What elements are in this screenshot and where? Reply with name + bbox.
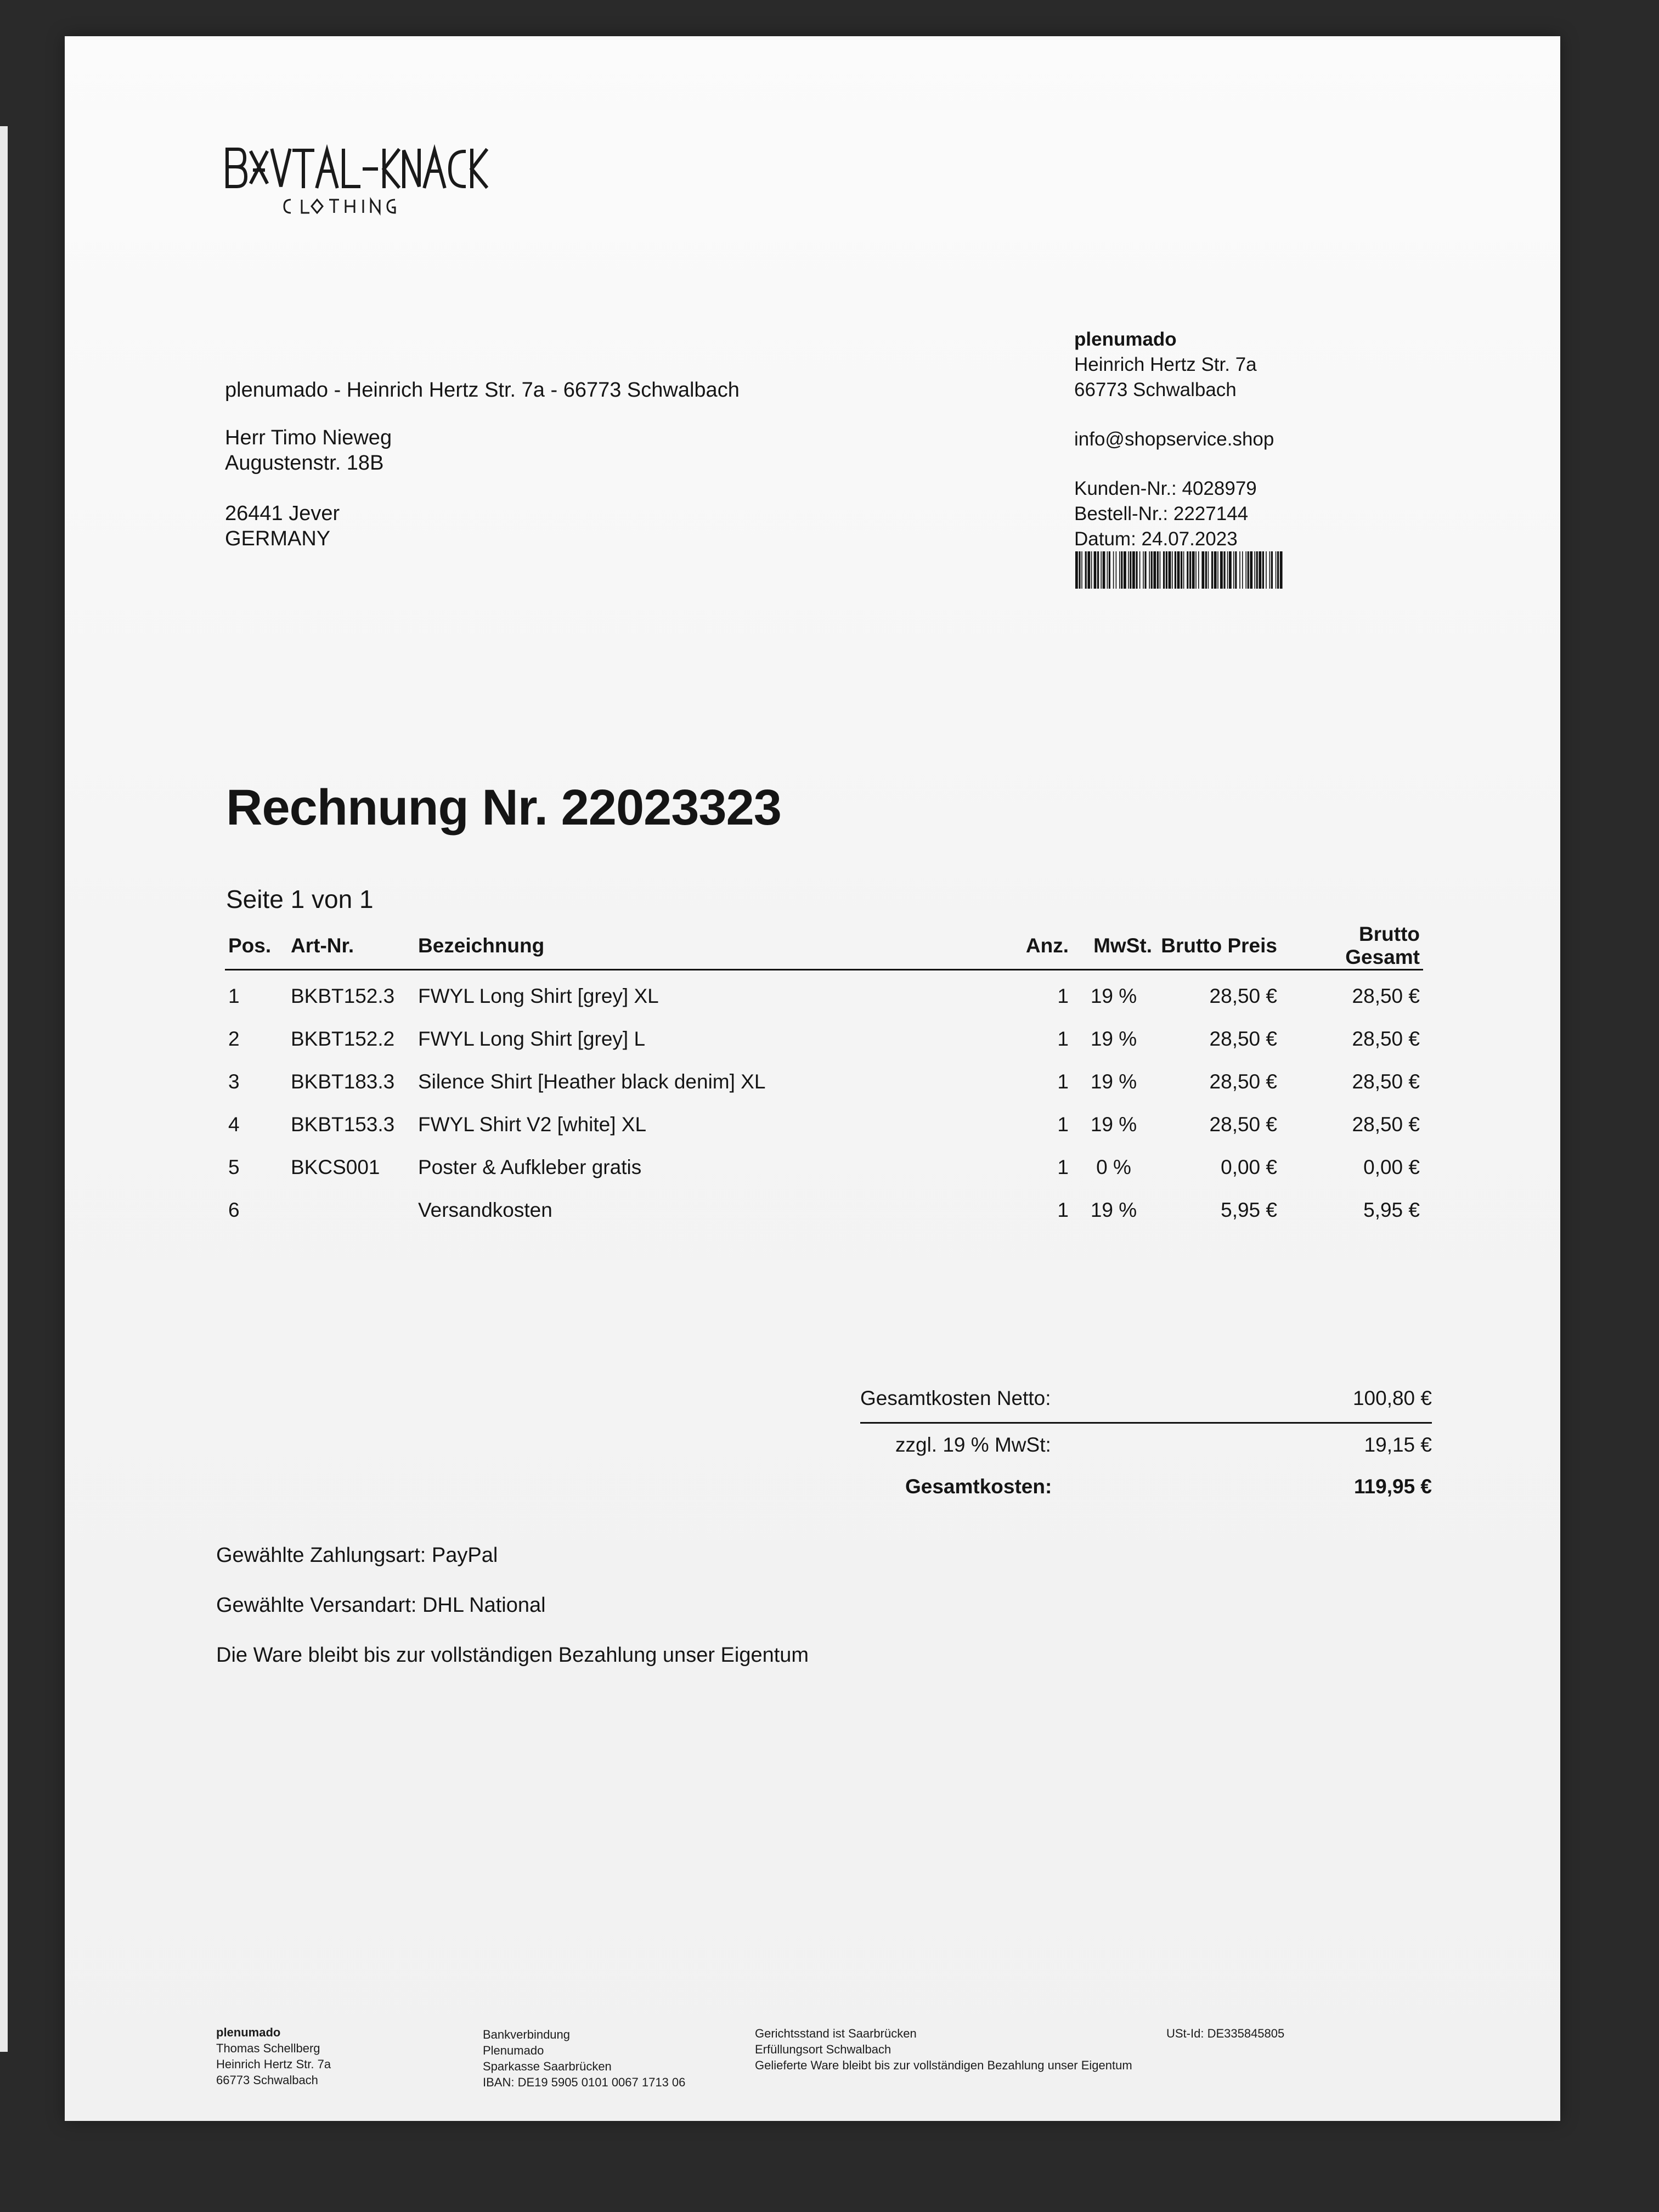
footer-retention-note: Gelieferte Ware bleibt bis zur vollständigen Bezahlung unser Eigentum [755, 2058, 1132, 2072]
recipient-address [225, 425, 392, 551]
cell-anz: 1 [1057, 1070, 1069, 1093]
cell-mwst: 19 % [1090, 1028, 1137, 1050]
header-brutto-preis: Brutto Preis [1155, 923, 1280, 970]
invoice-title: Rechnung Nr. 22023323 [226, 780, 781, 836]
net-label: Gesamtkosten Netto: [860, 1387, 1051, 1409]
cell-brutto-preis: 5,95 € [1221, 1199, 1277, 1221]
cell-art-nr [287, 1189, 415, 1232]
net-value: 100,80 € [1352, 1387, 1432, 1409]
cell-anz: 1 [1057, 1113, 1069, 1136]
cell-pos: 3 [228, 1070, 240, 1093]
footer-company-name: plenumado [216, 2025, 281, 2039]
shipping-method: Gewählte Versandart: DHL National [216, 1594, 546, 1617]
cell-bezeichnung: Versandkosten [418, 1199, 552, 1221]
footer-place-of-fulfillment: Erfüllungsort Schwalbach [755, 2042, 891, 2056]
cell-mwst: 19 % [1090, 1199, 1137, 1221]
footer-bank-owner: Plenumado [483, 2044, 544, 2057]
background-paper-edge [0, 126, 8, 2052]
cell-bezeichnung: Silence Shirt [Heather black denim] XL [418, 1070, 766, 1093]
cell-mwst: 19 % [1090, 1113, 1137, 1136]
footer-jurisdiction: Gerichtsstand ist Saarbrücken [755, 2027, 917, 2040]
cell-art-nr: BKBT183.3 [291, 1070, 395, 1093]
page-info: Seite 1 von 1 [226, 885, 374, 913]
cell-brutto-preis: 28,50 € [1209, 1070, 1277, 1093]
cell-anz: 1 [1057, 1199, 1069, 1221]
payment-notes [216, 1531, 809, 1680]
cell-pos: 2 [228, 1028, 240, 1050]
cell-pos: 6 [228, 1199, 240, 1221]
table-row [225, 970, 1423, 1018]
total-label: Gesamtkosten: [905, 1475, 1052, 1498]
table-row [225, 1146, 1423, 1189]
company-street: Heinrich Hertz Str. 7a [1074, 354, 1257, 375]
table-header-row [225, 923, 1423, 970]
cell-bezeichnung: FWYL Long Shirt [grey] XL [418, 985, 659, 1007]
header-art-nr: Art-Nr. [287, 923, 415, 970]
total-value: 119,95 € [1354, 1475, 1432, 1498]
recipient-country: GERMANY [225, 527, 331, 550]
order-number: Bestell-Nr.: 2227144 [1074, 503, 1249, 524]
header-pos: Pos. [225, 923, 287, 970]
company-name: plenumado [1074, 329, 1177, 350]
footer-street: Heinrich Hertz Str. 7a [216, 2057, 331, 2071]
footer-city: 66773 Schwalbach [216, 2073, 318, 2087]
cell-brutto-preis: 28,50 € [1209, 985, 1277, 1007]
cell-mwst: 0 % [1096, 1156, 1131, 1178]
barcode [1074, 551, 1283, 589]
cell-pos: 5 [228, 1156, 240, 1178]
recipient-street: Augustenstr. 18B [225, 452, 384, 475]
cell-brutto-gesamt: 5,95 € [1363, 1199, 1420, 1221]
cell-brutto-preis: 28,50 € [1209, 1113, 1277, 1136]
cell-art-nr: BKBT152.2 [291, 1028, 395, 1050]
cell-brutto-gesamt: 28,50 € [1352, 985, 1420, 1007]
cell-bezeichnung: FWYL Shirt V2 [white] XL [418, 1113, 647, 1136]
invoice-date: Datum: 24.07.2023 [1074, 528, 1238, 550]
cell-art-nr: BKCS001 [291, 1156, 380, 1178]
footer-vat-id: USt-Id: DE335845805 [1166, 2027, 1285, 2040]
sender-return-line: plenumado - Heinrich Hertz Str. 7a - 66773 Schwalbach [225, 379, 740, 402]
table-row [225, 1060, 1423, 1103]
vat-label: zzgl. 19 % MwSt: [895, 1434, 1051, 1456]
cell-pos: 1 [228, 985, 240, 1007]
footer-contact: Thomas Schellberg [216, 2041, 320, 2055]
payment-method: Gewählte Zahlungsart: PayPal [216, 1544, 498, 1567]
cell-brutto-gesamt: 28,50 € [1352, 1028, 1420, 1050]
cell-mwst: 19 % [1090, 1070, 1137, 1093]
company-info-block [1074, 327, 1274, 552]
ownership-note: Die Ware bleibt bis zur vollständigen Bezahlung unser Eigentum [216, 1644, 809, 1667]
recipient-city: 26441 Jever [225, 502, 340, 525]
cell-bezeichnung: Poster & Aufkleber gratis [418, 1156, 642, 1178]
cell-brutto-gesamt: 0,00 € [1363, 1156, 1420, 1178]
totals-vat-row [860, 1424, 1432, 1469]
footer-bank-name: Sparkasse Saarbrücken [483, 2059, 612, 2073]
header-bezeichnung: Bezeichnung [415, 923, 1007, 970]
brand-logo [225, 144, 488, 226]
totals-net-row [860, 1377, 1432, 1424]
totals-grand-row [860, 1465, 1432, 1510]
footer-bank [483, 2027, 685, 2090]
cell-brutto-preis: 28,50 € [1209, 1028, 1277, 1050]
cell-mwst: 19 % [1090, 985, 1137, 1007]
totals-block [860, 1377, 1432, 1510]
footer-bank-title: Bankverbindung [483, 2028, 571, 2041]
table-row [225, 1103, 1423, 1146]
footer-iban: IBAN: DE19 5905 0101 0067 1713 06 [483, 2075, 686, 2089]
cell-bezeichnung: FWYL Long Shirt [grey] L [418, 1028, 646, 1050]
vat-value: 19,15 € [1364, 1434, 1432, 1456]
invoice-items-table [225, 923, 1423, 1232]
header-mwst: MwSt. [1072, 923, 1155, 970]
cell-brutto-gesamt: 28,50 € [1352, 1113, 1420, 1136]
footer-legal [755, 2025, 1132, 2073]
company-email[interactable]: info@shopservice.shop [1074, 428, 1274, 450]
header-anz: Anz. [1007, 923, 1072, 970]
cell-anz: 1 [1057, 1028, 1069, 1050]
table-row [225, 1189, 1423, 1232]
cell-art-nr: BKBT152.3 [291, 985, 395, 1007]
table-row [225, 1018, 1423, 1060]
recipient-name: Herr Timo Nieweg [225, 426, 392, 449]
cell-pos: 4 [228, 1113, 240, 1136]
cell-brutto-gesamt: 28,50 € [1352, 1070, 1420, 1093]
cell-anz: 1 [1057, 985, 1069, 1007]
cell-art-nr: BKBT153.3 [291, 1113, 395, 1136]
cell-anz: 1 [1057, 1156, 1069, 1178]
cell-brutto-preis: 0,00 € [1221, 1156, 1277, 1178]
company-city: 66773 Schwalbach [1074, 379, 1237, 400]
customer-number: Kunden-Nr.: 4028979 [1074, 478, 1257, 499]
footer-company [216, 2024, 331, 2088]
header-brutto-gesamt: Brutto Gesamt [1280, 923, 1423, 970]
